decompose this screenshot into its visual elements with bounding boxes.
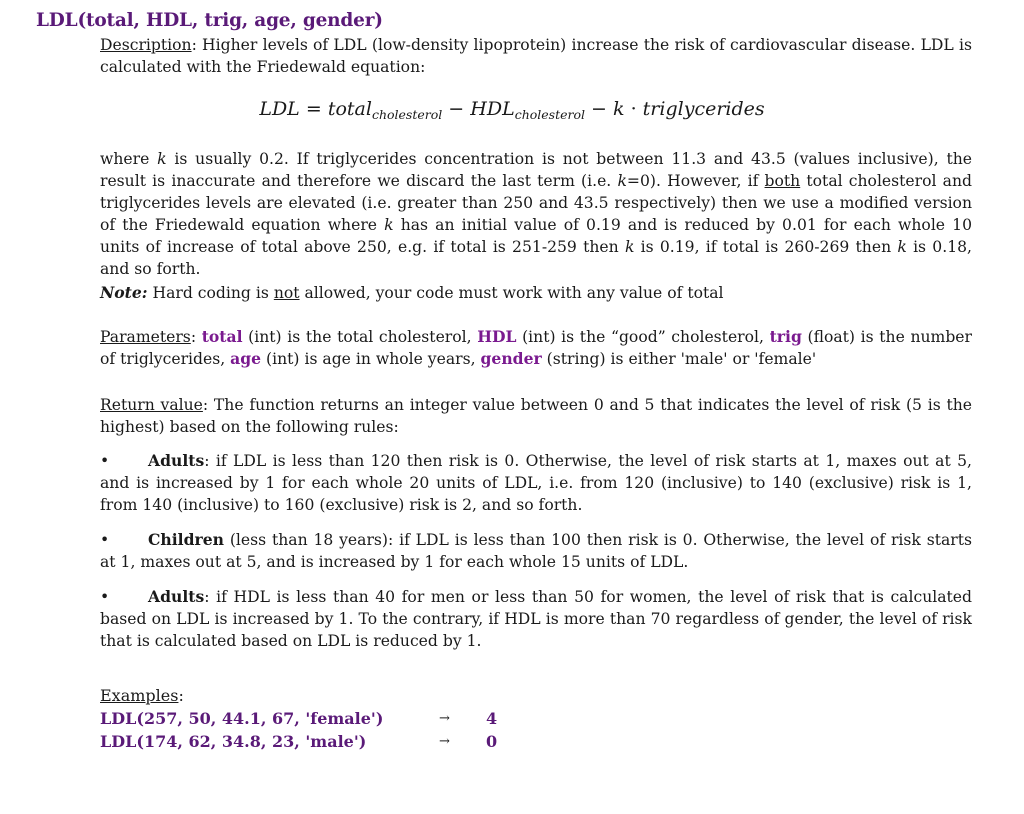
eq-equals: =	[305, 98, 322, 120]
return-value-paragraph	[100, 394, 972, 438]
eq-term-total-sub: cholesterol	[371, 107, 443, 122]
note-label: Note:	[100, 283, 148, 302]
text-run: :	[190, 328, 202, 346]
text-run: Hard coding is	[147, 284, 274, 302]
k-symbol: k	[617, 172, 627, 190]
friedewald-details-paragraph	[100, 148, 972, 280]
example-row	[100, 730, 520, 753]
friedewald-equation	[0, 98, 1024, 122]
arrow-right-icon: →	[439, 734, 450, 749]
description-text: : Higher levels of LDL (low-density lipoprotein) increase the risk of cardiovascular disease. LDL is calculated with the Friedewald equation:	[100, 36, 972, 76]
text-run: (float) is the number of triglycerides,	[100, 328, 972, 368]
text-run: allowed, your code must work with any value of total	[299, 284, 724, 302]
eq-minus-2: −	[591, 98, 607, 120]
param-age: age	[230, 349, 262, 368]
k-symbol: k	[384, 216, 394, 234]
param-hdl: HDL	[477, 327, 517, 346]
param-gender: gender	[480, 349, 542, 368]
example-row	[100, 707, 520, 730]
example-result: 4	[486, 709, 498, 728]
bullet-text: : if LDL is less than 120 then risk is 0. Otherwise, the level of risk starts at 1, maxes out at 5, and is increased by 1 for each whole 20 units of LDL, i.e. from 120 (inclusive) to 140 (exclusive) risk is 1, from 140 (inclusive) to 160 (exclusive) risk is 2, and so forth.	[100, 452, 972, 514]
return-value-label: Return value	[100, 396, 203, 414]
text-run: (int) is age in whole years,	[261, 350, 481, 368]
text-run: is usually 0.2. If triglycerides concentration is not between 11.3 and 43.5 (values inclusive), the result is inaccurate and therefore we discard the last term (i.e.	[100, 150, 972, 190]
k-symbol: k	[624, 238, 635, 256]
eq-term-trig: triglycerides	[642, 98, 765, 120]
parameters-label: Parameters	[100, 328, 191, 346]
example-call: LDL(257, 50, 44.1, 67, 'female')	[100, 709, 384, 728]
text-run: : The function returns an integer value between 0 and 5 that indicates the level of risk (5 is the highest) based on the following rules:	[100, 396, 972, 436]
param-total: total	[201, 327, 243, 346]
note-paragraph	[100, 282, 972, 304]
bullet-marker: •	[100, 588, 110, 606]
both-emphasis: both	[764, 172, 801, 190]
bullet-text: (less than 18 years): if LDL is less than 100 then risk is 0. Otherwise, the level of risk starts at 1, maxes out at 5, and is increased by 1 for each whole 15 units of LDL.	[100, 531, 972, 571]
description-paragraph	[100, 34, 972, 78]
examples-section	[100, 684, 520, 753]
text-run: where	[100, 150, 158, 168]
text-run: is 0.18, and so forth.	[100, 238, 972, 278]
bullet-head: Adults	[148, 451, 205, 470]
k-symbol: k	[157, 150, 167, 168]
bullet-head: Adults	[148, 587, 205, 606]
rule-bullet-children	[100, 529, 972, 573]
rule-bullet-adults-hdl	[100, 586, 972, 652]
eq-dot: ·	[630, 98, 637, 120]
examples-label: Examples	[100, 686, 179, 705]
eq-term-hdl-sub: cholesterol	[514, 107, 585, 122]
text-run: (int) is the “good” cholesterol,	[516, 328, 770, 346]
text-run: total cholesterol and triglycerides levels are elevated (i.e. greater than 250 and 43.5 respectively) then we use a modified version of the Friedewald equation where	[100, 172, 972, 234]
text-run: (string) is either 'male' or 'female'	[541, 350, 817, 368]
examples-heading	[100, 684, 520, 707]
bullet-text: : if HDL is less than 40 for men or less than 50 for women, the level of risk that is calculated based on LDL is increased by 1. To the contrary, if HDL is more than 70 regardless of gender, the level of risk that is calculated based on LDL is reduced by 1.	[100, 588, 972, 650]
bullet-marker: •	[100, 531, 110, 549]
text-run: is 0.19, if total is 260-269 then	[634, 238, 898, 256]
example-call: LDL(174, 62, 34.8, 23, 'male')	[100, 732, 367, 751]
example-result: 0	[486, 732, 498, 751]
text-run: (int) is the total cholesterol,	[242, 328, 478, 346]
param-trig: trig	[769, 327, 802, 346]
bullet-marker: •	[100, 452, 110, 470]
arrow-right-icon: →	[439, 711, 450, 726]
eq-k: k	[613, 98, 625, 120]
description-label: Description	[100, 36, 192, 54]
rule-bullet-adults-ldl	[100, 450, 972, 516]
text-run: =0). However, if	[626, 172, 765, 190]
parameters-paragraph	[100, 326, 972, 370]
eq-minus-1: −	[448, 98, 465, 120]
not-emphasis: not	[273, 284, 300, 302]
text-run: :	[178, 686, 184, 705]
eq-term-total: total	[327, 98, 372, 120]
bullet-head: Children	[148, 530, 224, 549]
eq-term-hdl: HDL	[470, 98, 515, 120]
function-title: LDL(total, HDL, trig, age, gender)	[36, 10, 383, 31]
k-symbol: k	[897, 238, 907, 256]
eq-lhs: LDL	[259, 98, 300, 120]
text-run: has an initial value of 0.19 and is reduced by 0.01 for each whole 10 units of increase of total above 250, e.g. if total is 251-259 then	[100, 216, 972, 256]
